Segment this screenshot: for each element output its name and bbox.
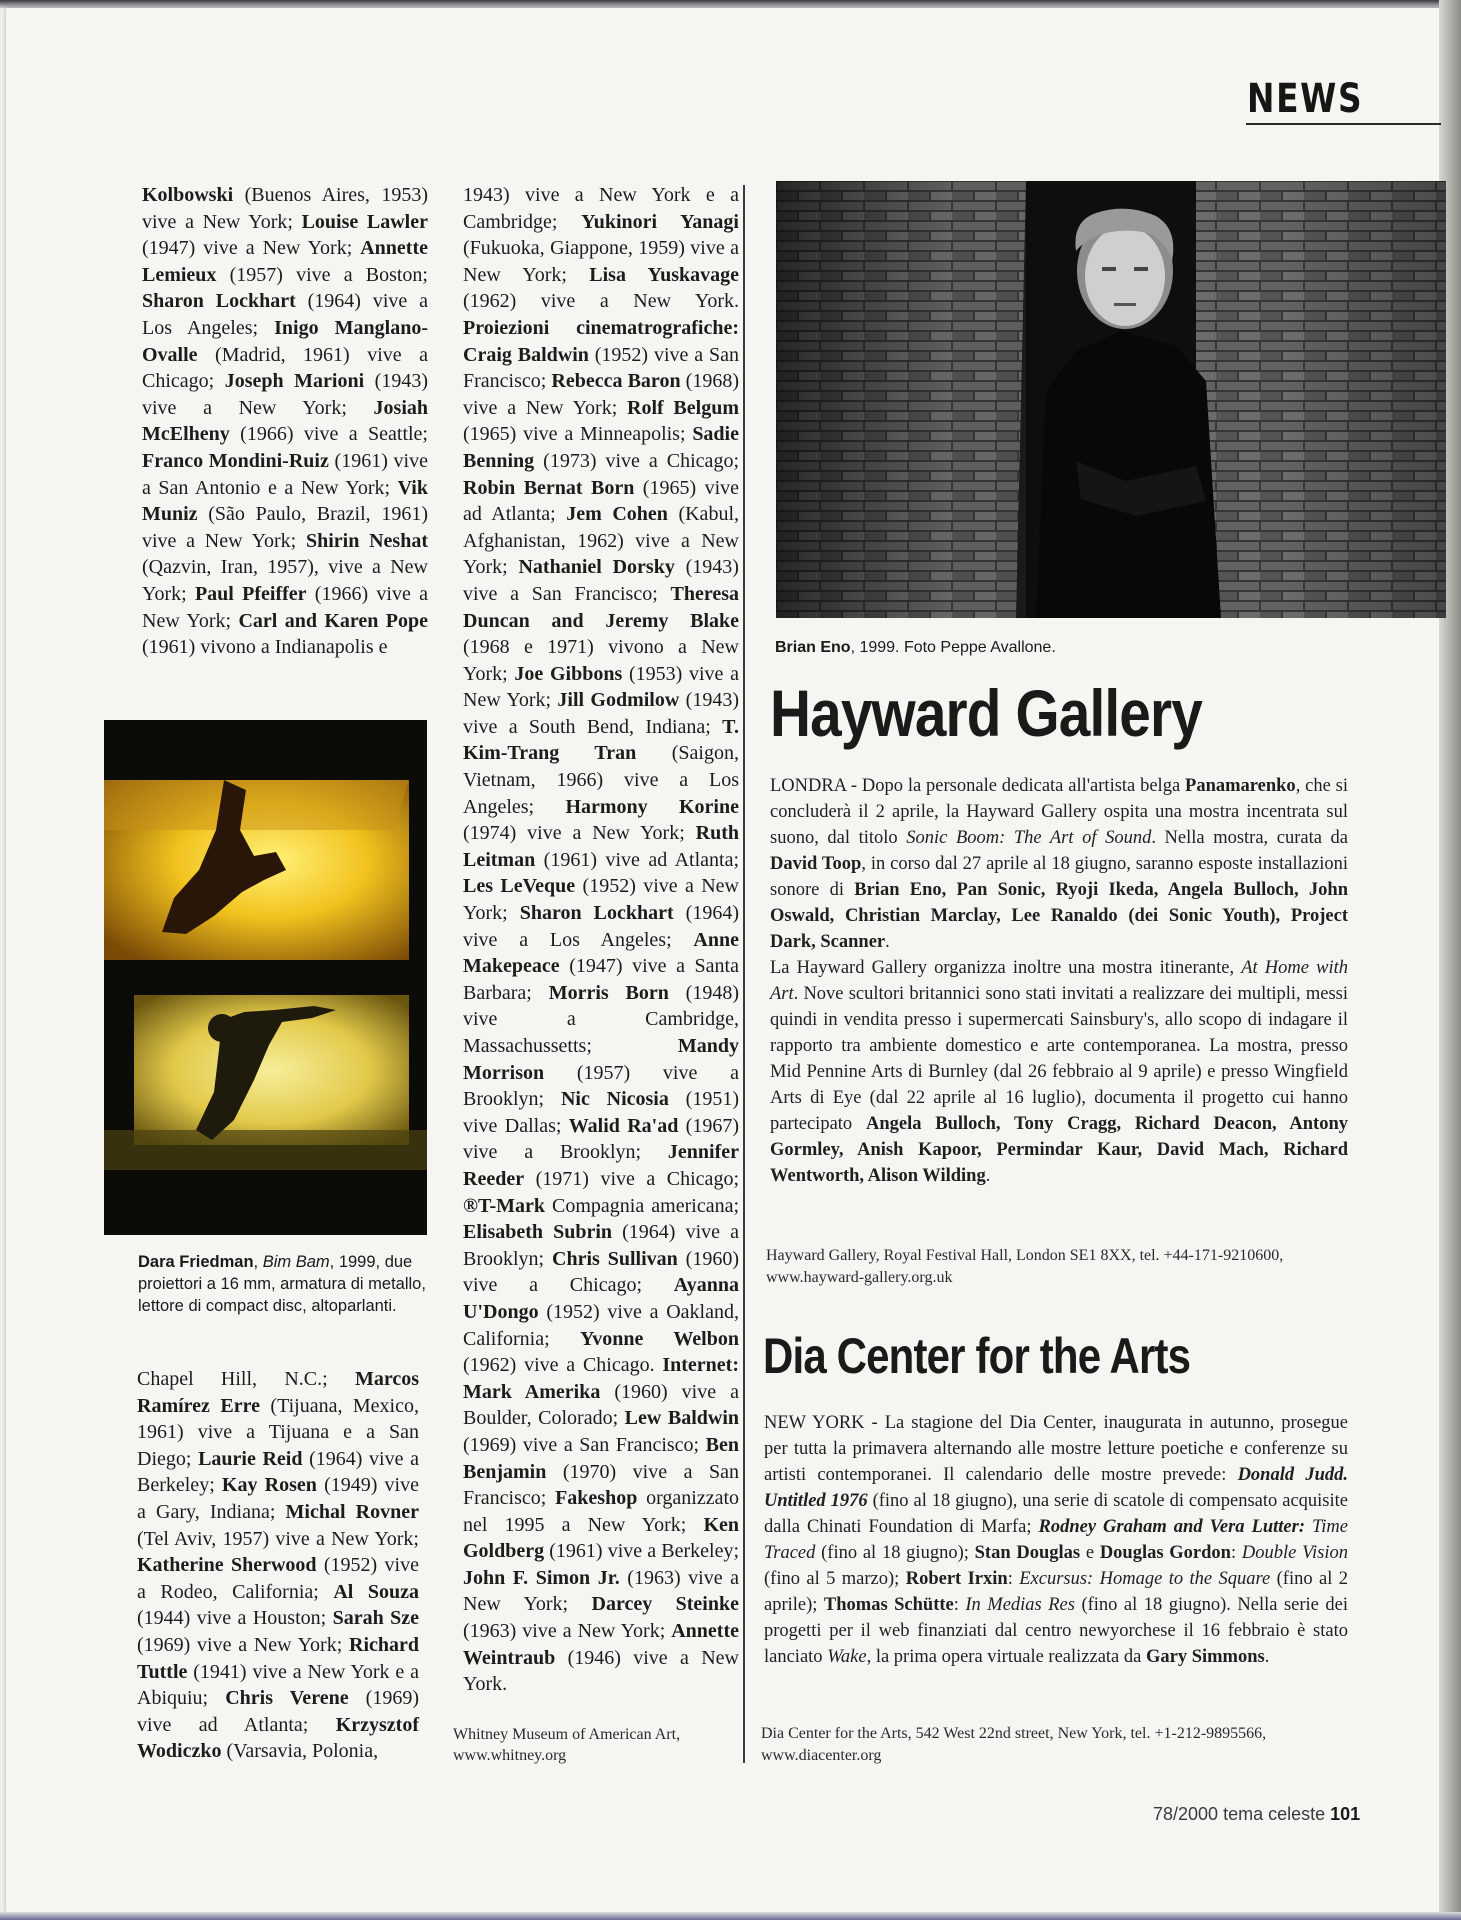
hayward-paragraph-2: La Hayward Gallery organizza inoltre una mostra itinerante, At Home with Art. Nove scultori britannici sono stati invitati a realizzare dei multipli, messi quindi in vendita presso i supermercati Sainsbury's, allo scopo di indagare il rapporto tra ambiente domestico e arte contemporanea. La mostra, presso Mid Pennine Arts di Burnley (dal 26 febbraio al 9 aprile) e presso Wingfield Arts di Eye (dal 22 aprile al 16 luglio), documenta il progetto cui hanno partecipato Angela Bulloch, Tony Cragg, Richard Deacon, Antony Gormley, Anish Kapoor, Permindar Kaur, David Mach, Richard Wentworth, Alison Wilding.	[770, 958, 1348, 1186]
caption-details: , 1999, due proiettori a 16 mm, armatura di metallo, lettore di compact disc, altoparlanti.	[138, 1253, 426, 1315]
dia-article	[764, 1410, 1348, 1670]
scan-bottom-edge	[0, 1912, 1461, 1920]
hayward-article	[770, 773, 1348, 1189]
column1-bottom-text	[137, 1366, 419, 1765]
brian-eno-photo	[776, 181, 1446, 618]
header-rule	[1246, 123, 1441, 125]
brian-eno-caption	[775, 639, 1056, 657]
hayward-contact: Hayward Gallery, Royal Festival Hall, London SE1 8XX, tel. +44-171-9210600, www.hayward-gallery.org.uk	[766, 1247, 1284, 1286]
scan-top-edge	[0, 0, 1461, 8]
hayward-paragraph-1: LONDRA - Dopo la personale dedicata all'artista belga Panamarenko, che si concluderà il 2 aprile, la Hayward Gallery ospita una mostra incentrata sul suono, dal titolo Sonic Boom: The Art of Sound. Nella mostra, curata da David Toop, in corso dal 27 aprile al 18 giugno, saranno esposte installazioni sonore di Brian Eno, Pan Sonic, Ryoji Ikeda, Angela Bulloch, John Oswald, Christian Marclay, Lee Ranaldo (dei Sonic Youth), Project Dark, Scanner.	[770, 776, 1349, 952]
caption-artist-name: Dara Friedman	[138, 1253, 254, 1271]
dia-paragraph-1: NEW YORK - La stagione del Dia Center, inaugurata in autunno, prosegue per tutta la primavera alternando alle mostre letture poetiche e conferenze su artisti contemporanei. Il calendario delle mostre prevede: Donald Judd. Untitled 1976 (fino al 18 giugno), una serie di scatole di compensato acquisite dalla Chinati Foundation di Marfa; Rodney Graham and Vera Lutter: Time Traced (fino al 18 giugno); Stan Douglas e Douglas Gordon: Double Vision (fino al 5 marzo); Robert Irxin: Excursus: Homage to the Square (fino al 2 aprile); Thomas Schütte: In Medias Res (fino al 18 giugno). Nella serie dei progetti per il web finanziati dal centro newyorchese il 16 febbraio è stato lanciato Wake, la prima opera virtuale realizzata da Gary Simmons.	[764, 1413, 1349, 1667]
hayward-heading: Hayward Gallery	[770, 676, 1202, 750]
artist-list-paragraph: Kolbowski (Buenos Aires, 1953) vive a New York; Louise Lawler (1947) vive a New York; Annette Lemieux (1957) vive a Boston; Sharon Lockhart (1964) vive a Los Angeles; Inigo Manglano-Ovalle (Madrid, 1961) vive a Chicago; Joseph Marioni (1943) vive a New York; Josiah McElheny (1966) vive a Seattle; Franco Mondini-Ruiz (1961) vive a San Antonio e a New York; Vik Muniz (São Paulo, Brazil, 1961) vive a New York; Shirin Neshat (Qazvin, Iran, 1957), vive a New York; Paul Pfeiffer (1966) vive a New York; Carl and Karen Pope (1961) vivono a Indianapolis e	[142, 184, 428, 659]
caption-artist-name: Brian Eno	[775, 639, 851, 656]
column2-text	[463, 182, 739, 1698]
artist-list-paragraph: 1943) vive a New York e a Cambridge; Yukinori Yanagi (Fukuoka, Giappone, 1959) vive a New York; Lisa Yuskavage (1962) vive a New York. Proiezioni cinematrografiche: Craig Baldwin (1952) vive a San Francisco; Rebecca Baron (1968) vive a New York; Rolf Belgum (1965) vive a Minneapolis; Sadie Benning (1973) vive a Chicago; Robin Bernat Born (1965) vive ad Atlanta; Jem Cohen (Kabul, Afghanistan, 1962) vive a New York; Nathaniel Dorsky (1943) vive a San Francisco; Theresa Duncan and Jeremy Blake (1968 e 1971) vivono a New York; Joe Gibbons (1953) vive a New York; Jill Godmilow (1943) vive a South Bend, Indiana; T. Kim-Trang Tran (Saigon, Vietnam, 1966) vive a Los Angeles; Harmony Korine (1974) vive a New York; Ruth Leitman (1961) vive ad Atlanta; Les LeVeque (1952) vive a New York; Sharon Lockhart (1964) vive a Los Angeles; Anne Makepeace (1947) vive a Santa Barbara; Morris Born (1948) vive a Cambridge, Massachussetts; Mandy Morrison (1957) vive a Brooklyn; Nic Nicosia (1951) vive Dallas; Walid Ra'ad (1967) vive a Brooklyn; Jennifer Reeder (1971) vive a Chicago; ®T-Mark Compagnia americana; Elisabeth Subrin (1964) vive a Brooklyn; Chris Sullivan (1960) vive a Chicago; Ayanna U'Dongo (1952) vive a Oakland, California; Yvonne Welbon (1962) vive a Chicago. Internet: Mark Amerika (1960) vive a Boulder, Colorado; Lew Baldwin (1969) vive a San Francisco; Ben Benjamin (1970) vive a San Francisco; Fakeshop organizzato nel 1995 a New York; Ken Goldberg (1961) vive a Berkeley; John F. Simon Jr. (1963) vive a New York; Darcey Steinke (1963) vive a New York; Annette Weintraub (1946) vive a New York.	[463, 184, 740, 1696]
page-number: 101	[1330, 1804, 1361, 1824]
footer-issue: 78/2000 tema celeste	[1153, 1804, 1326, 1824]
column1-top-text	[142, 182, 428, 661]
artist-list-paragraph: Chapel Hill, N.C.; Marcos Ramírez Erre (Tijuana, Mexico, 1961) vive a Tijuana e a San Diego; Laurie Reid (1964) vive a Berkeley; Kay Rosen (1949) vive a Gary, Indiana; Michal Rovner (Tel Aviv, 1957) vive a New York; Katherine Sherwood (1952) vive a Rodeo, California; Al Souza (1944) vive a Houston; Sarah Sze (1969) vive a New York; Richard Tuttle (1941) vive a New York e a Abiquiu; Chris Verene (1969) vive ad Atlanta; Krzysztof Wodiczko (Varsavia, Polonia,	[137, 1368, 420, 1763]
caption-work-title: Bim Bam	[262, 1253, 330, 1271]
column-divider	[743, 185, 745, 1763]
whitney-source: Whitney Museum of American Art, www.whitney.org	[453, 1726, 681, 1764]
section-header: NEWS	[1247, 76, 1364, 122]
caption-separator: ,	[253, 1253, 263, 1271]
dara-friedman-photo	[104, 720, 427, 1235]
dia-heading: Dia Center for the Arts	[763, 1328, 1191, 1384]
dia-contact: Dia Center for the Arts, 542 West 22nd street, New York, tel. +1-212-9895566, www.diacenter.org	[761, 1725, 1267, 1764]
dara-friedman-caption	[138, 1251, 428, 1317]
page-footer	[1153, 1804, 1360, 1825]
caption-details: , 1999. Foto Peppe Avallone.	[850, 639, 1056, 656]
